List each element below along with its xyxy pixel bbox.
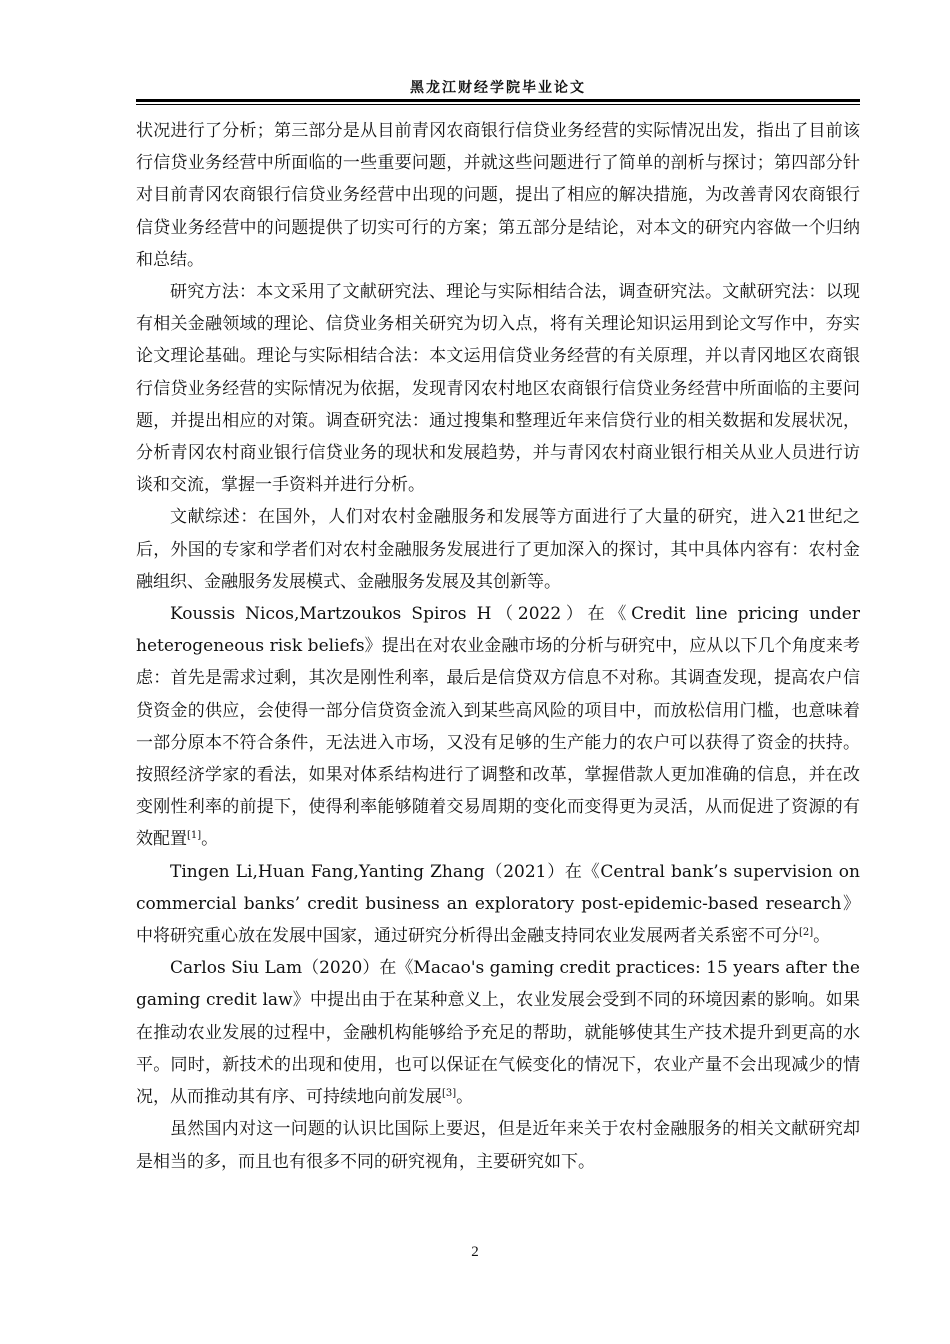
page-number: 2 <box>471 1244 479 1260</box>
paragraph-structure-continued: 状况进行了分析；第三部分是从目前青冈农商银行信贷业务经营的实际情况出发，指出了目前该行信贷业务经营中所面临的一些重要问题，并就这些问题进行了简单的剖析与探讨；第四部分针对目前青冈农商银行信贷业务经营中出现的问题，提出了相应的解决措施，为改善青冈农商银行信贷业务经营中的问题提供了切实可行的方案；第五部分是结论，对本文的研究内容做一个归纳和总结。 <box>136 121 860 270</box>
paragraph-carlos-end: 。 <box>456 1087 474 1108</box>
page-header-title: 黑龙江财经学院毕业论文 <box>410 80 586 96</box>
paragraph-carlos-text: Carlos Siu Lam（2020）在《Macao's gaming credit practices: 15 years after the gaming credit law》中提出由于在某种意义上，农业发展会受到不同的环境因素的影响。如果在推动农业发展的过程中，金融机构能够给予充足的帮助，就能够使其生产技术提升到更高的水平。同时，新技术的出现和使用，也可以保证在气候变化的情况下，农业产量不会出现减少的情况，从而推动其有序、可持续地向前发展 <box>136 958 860 1108</box>
citation-3: [3] <box>442 1088 457 1100</box>
paragraph-tingen-text: Tingen Li,Huan Fang,Yanting Zhang（2021）在《Central bank’s supervision on commercial banks’ credit business an exploratory post-epidemic-based research》中将研究重心放在发展中国家，通过研究分析得出金融支持同农业发展两者关系密不可分 <box>136 861 860 947</box>
paragraph-literature-review: 文献综述：在国外，人们对农村金融服务和发展等方面进行了大量的研究，进入21世纪之后，外国的专家和学者们对农村金融服务发展进行了更加深入的探讨，其中具体内容有：农村金融组织、金融服务发展模式、金融服务发展及其创新等。 <box>136 507 860 592</box>
citation-1: [1] <box>187 830 202 842</box>
paragraph-tingen-end: 。 <box>813 926 831 947</box>
header-rule-thin <box>136 104 860 105</box>
paragraph-carlos <box>136 952 860 1113</box>
citation-2: [2] <box>799 927 814 939</box>
body-text <box>136 115 860 1178</box>
paragraph-koussis <box>136 598 860 856</box>
paragraph-research-methods: 研究方法：本文采用了文献研究法、理论与实际相结合法，调查研究法。文献研究法：以现有相关金融领域的理论、信贷业务相关研究为切入点，将有关理论知识运用到论文写作中，夯实论文理论基础。理论与实际相结合法：本文运用信贷业务经营的有关原理，并以青冈地区农商银行信贷业务经营的实际情况为依据，发现青冈农村地区农商银行信贷业务经营中所面临的主要问题，并提出相应的对策。调查研究法：通过搜集和整理近年来信贷行业的相关数据和发展状况，分析青冈农村商业银行信贷业务的现状和发展趋势，并与青冈农村商业银行相关从业人员进行访谈和交流，掌握一手资料并进行分析。 <box>136 282 860 496</box>
paragraph-domestic-research: 虽然国内对这一问题的认识比国际上要迟，但是近年来关于农村金融服务的相关文献研究却是相当的多，而且也有很多不同的研究视角，主要研究如下。 <box>136 1119 860 1172</box>
paragraph-koussis-end: 。 <box>201 829 219 850</box>
paragraph-koussis-text: Koussis Nicos,Martzoukos Spiros H（2022）在《Credit line pricing under heterogeneous risk beliefs》提出在对农业金融市场的分析与研究中，应从以下几个角度来考虑：首先是需求过剩，其次是刚性利率，最后是信贷双方信息不对称。其调查发现，提高农户信贷资金的供应，会使得一部分信贷资金流入到某些高风险的项目中，而放松信用门槛，也意味着一部分原本不符合条件，无法进入市场，又没有足够的生产能力的农户可以获得了资金的扶持。按照经济学家的看法，如果对体系结构进行了调整和改革，掌握借款人更加准确的信息，并在改变刚性利率的前提下，使得利率能够随着交易周期的变化而变得更为灵活，从而促进了资源的有效配置 <box>136 604 860 850</box>
header-rule-thick <box>136 99 860 102</box>
paragraph-tingen <box>136 856 860 953</box>
